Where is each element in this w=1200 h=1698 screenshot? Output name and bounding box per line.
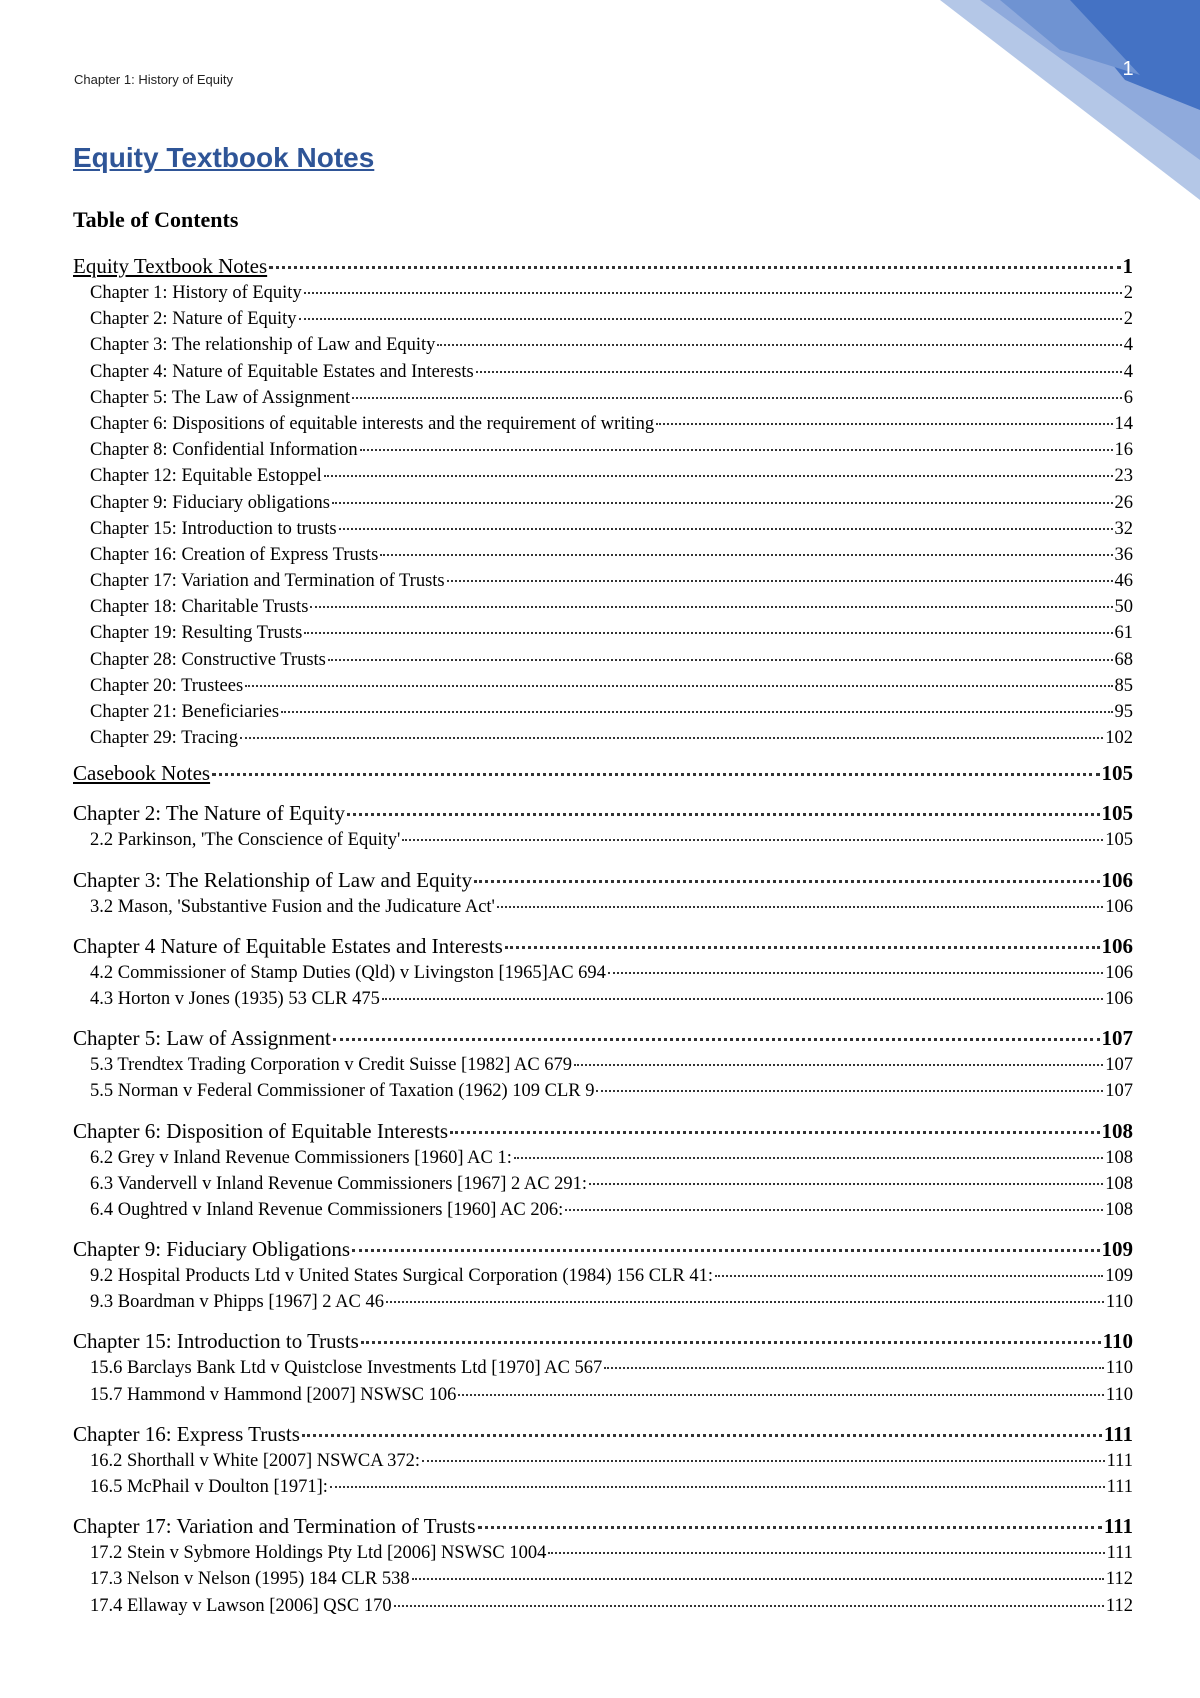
dot-leader: [333, 1038, 1100, 1041]
dot-leader: [574, 1064, 1103, 1066]
dot-leader: [437, 344, 1121, 346]
toc-entry-title: Chapter 19: Resulting Trusts: [90, 623, 303, 644]
toc-entry-title: Chapter 12: Equitable Estoppel: [90, 466, 322, 487]
toc-page-number: 95: [1114, 702, 1133, 722]
toc-page-number: 106: [1105, 896, 1133, 917]
toc-entry-textbook-chapter[interactable]: [73, 332, 1133, 358]
dot-leader: [715, 1275, 1103, 1277]
toc-entry-case[interactable]: [73, 1052, 1133, 1078]
toc-entry-title: 4.2 Commissioner of Stamp Duties (Qld) v Livingston [1965]AC 694: [90, 962, 606, 983]
dot-leader: [402, 839, 1103, 841]
toc-entry-title: Chapter 17: Variation and Termination of Trusts: [73, 1514, 476, 1539]
toc-page-number: 109: [1105, 1266, 1133, 1287]
toc-entry-title: Chapter 1: History of Equity: [90, 283, 302, 303]
toc-entry-casebook-notes[interactable]: [73, 759, 1133, 787]
toc-page-number: 109: [1101, 1237, 1133, 1262]
toc-entry-title: Chapter 21: Beneficiaries: [90, 702, 280, 722]
toc-entry-title: Chapter 16: Creation of Express Trusts: [90, 544, 379, 565]
toc-entry-title: Chapter 16: Express Trusts: [73, 1421, 300, 1446]
toc-entry-casebook-chapter[interactable]: [73, 932, 1133, 960]
toc-entry-title: 17.3 Nelson v Nelson (1995) 184 CLR 538: [90, 1569, 410, 1590]
toc-entry-title: 16.2 Shorthall v White [2007] NSWCA 372:: [90, 1450, 421, 1471]
running-header: Chapter 1: History of Equity: [74, 72, 233, 87]
toc-entry-textbook-chapter[interactable]: [73, 647, 1133, 673]
toc-page-number: 105: [1101, 761, 1133, 786]
dot-leader: [548, 1552, 1104, 1554]
dot-leader: [458, 1394, 1104, 1396]
toc-page-number: 111: [1103, 1514, 1133, 1539]
dot-leader: [299, 318, 1122, 320]
toc-page-number: 36: [1114, 544, 1133, 565]
toc-page-number: 108: [1105, 1199, 1133, 1220]
toc-entry-casebook-chapter[interactable]: [73, 1117, 1133, 1145]
toc-page-number: 2: [1123, 283, 1133, 303]
toc-page-number: 106: [1101, 867, 1133, 892]
dot-leader: [360, 449, 1113, 451]
dot-leader: [269, 266, 1120, 269]
toc-page-number: 110: [1105, 1384, 1133, 1405]
toc-page-number: 111: [1106, 1450, 1133, 1471]
toc-page-number: 105: [1101, 801, 1133, 826]
toc-entry-case[interactable]: [73, 1382, 1133, 1408]
toc-entry-title: Casebook Notes: [73, 761, 211, 786]
dot-leader: [304, 632, 1112, 634]
toc-entry-casebook-chapter[interactable]: [73, 1420, 1133, 1448]
toc-entry-title: 6.4 Oughtred v Inland Revenue Commissioners [1960] AC 206:: [90, 1199, 564, 1220]
toc-entry-title: Chapter 8: Confidential Information: [90, 440, 358, 461]
toc-page-number: 26: [1114, 492, 1133, 513]
toc-entry-casebook-chapter[interactable]: [73, 1024, 1133, 1052]
toc-entry-textbook-notes[interactable]: [73, 252, 1133, 280]
toc-entry-title: 15.6 Barclays Bank Ltd v Quistclose Investments Ltd [1970] AC 567: [90, 1358, 603, 1379]
toc-page-number: 110: [1102, 1329, 1133, 1354]
toc-entry-title: 9.2 Hospital Products Ltd v United States Surgical Corporation (1984) 156 CLR 41:: [90, 1266, 713, 1287]
toc-entry-textbook-chapter[interactable]: [73, 463, 1133, 489]
dot-leader: [450, 1131, 1099, 1134]
dot-leader: [497, 906, 1103, 908]
dot-leader: [212, 773, 1099, 776]
dot-leader: [608, 972, 1103, 974]
dot-leader: [505, 946, 1100, 949]
toc-entry-title: Chapter 9: Fiduciary Obligations: [73, 1237, 351, 1262]
toc-page-number: 85: [1114, 675, 1133, 696]
toc-page-number: 68: [1114, 649, 1133, 670]
toc-entry-title: Chapter 20: Trustees: [90, 675, 244, 696]
toc-entry-casebook-chapter[interactable]: [73, 866, 1133, 894]
toc-entry-case[interactable]: [73, 1197, 1133, 1223]
toc-entry-case[interactable]: [73, 1263, 1133, 1289]
toc-entry-title: Chapter 4 Nature of Equitable Estates and Interests: [73, 933, 503, 958]
toc-entry-case[interactable]: [73, 1171, 1133, 1197]
toc-page-number: 110: [1105, 1292, 1133, 1313]
dot-leader: [310, 606, 1112, 608]
toc-entry-title: Chapter 3: The Relationship of Law and Equity: [73, 867, 473, 892]
dot-leader: [339, 528, 1113, 530]
dot-leader: [330, 1486, 1105, 1488]
toc-entry-title: Chapter 6: Dispositions of equitable interests and the requirement of writing: [90, 413, 655, 434]
toc-heading: Table of Contents: [73, 207, 239, 232]
dot-leader: [352, 1249, 1099, 1252]
toc-entry-title: 3.2 Mason, 'Substantive Fusion and the Judicature Act': [90, 896, 495, 917]
dot-leader: [361, 1341, 1101, 1344]
toc-entry-title: Chapter 28: Constructive Trusts: [90, 649, 326, 670]
toc-entry-case[interactable]: [73, 1355, 1133, 1381]
toc-entry-case[interactable]: [73, 1145, 1133, 1171]
toc-page-number: 112: [1105, 1595, 1133, 1616]
toc-entry-title: Chapter 29: Tracing: [90, 728, 238, 749]
toc-entry-case[interactable]: [73, 894, 1133, 920]
toc-page-number: 106: [1105, 962, 1133, 983]
toc-entry-textbook-chapter[interactable]: [73, 280, 1133, 306]
toc-page-number: 111: [1103, 1421, 1133, 1446]
toc-entry-title: Chapter 5: Law of Assignment: [73, 1026, 331, 1051]
toc-page-number: 107: [1105, 1055, 1133, 1076]
dot-leader: [447, 580, 1113, 582]
toc-entry-title: 5.5 Norman v Federal Commissioner of Taxation (1962) 109 CLR 9: [90, 1081, 595, 1102]
toc-entry-case[interactable]: [73, 1593, 1133, 1619]
dot-leader: [352, 397, 1122, 399]
toc-entry-textbook-chapter[interactable]: [73, 490, 1133, 516]
dot-leader: [589, 1183, 1103, 1185]
toc-entry-title: 6.3 Vandervell v Inland Revenue Commissioners [1967] 2 AC 291:: [90, 1173, 588, 1194]
toc-entry-textbook-chapter[interactable]: [73, 516, 1133, 542]
toc-entry-title: Chapter 5: The Law of Assignment: [90, 387, 351, 408]
document-title[interactable]: Equity Textbook Notes: [73, 142, 375, 173]
dot-leader: [422, 1460, 1105, 1462]
toc-entry-textbook-chapter[interactable]: [73, 437, 1133, 463]
toc-entry-case[interactable]: [73, 1474, 1133, 1500]
dot-leader: [596, 1090, 1103, 1092]
dot-leader: [382, 998, 1103, 1000]
dot-leader: [281, 711, 1112, 713]
toc-entry-title: 6.2 Grey v Inland Revenue Commissioners [1960] AC 1:: [90, 1147, 512, 1168]
toc-page-number: 108: [1101, 1118, 1133, 1143]
toc-entry-case[interactable]: [73, 827, 1133, 853]
toc-page-number: 46: [1114, 571, 1133, 592]
toc-page-number: 106: [1105, 988, 1133, 1009]
toc-entry-case[interactable]: [73, 1448, 1133, 1474]
toc-page-number: 106: [1101, 933, 1133, 958]
dot-leader: [478, 1526, 1102, 1529]
toc-entry-textbook-chapter[interactable]: [73, 725, 1133, 751]
toc-entry-textbook-chapter[interactable]: [73, 359, 1133, 385]
toc-page-number: 111: [1106, 1543, 1133, 1564]
textbook-chapter-list: [73, 280, 1133, 751]
toc-page-number: 105: [1105, 830, 1133, 851]
dot-leader: [386, 1301, 1104, 1303]
toc-entry-title: 15.7 Hammond v Hammond [2007] NSWSC 106: [90, 1384, 457, 1405]
toc-entry-case[interactable]: [73, 1289, 1133, 1315]
toc-entry-textbook-chapter[interactable]: [73, 568, 1133, 594]
dot-leader: [656, 423, 1112, 425]
toc-page-number: 61: [1114, 623, 1133, 644]
toc-entry-case[interactable]: [73, 986, 1133, 1012]
toc-entry-title: 17.2 Stein v Sybmore Holdings Pty Ltd [2006] NSWSC 1004: [90, 1543, 547, 1564]
toc-entry-title: Chapter 18: Charitable Trusts: [90, 597, 309, 618]
toc-page-number: 4: [1123, 361, 1133, 382]
dot-leader: [324, 475, 1113, 477]
toc-page-number: 107: [1101, 1026, 1133, 1051]
toc-page-number: 112: [1105, 1569, 1133, 1590]
toc-entry-textbook-chapter[interactable]: [73, 673, 1133, 699]
toc-entry-title: 2.2 Parkinson, 'The Conscience of Equity': [90, 830, 401, 851]
toc-entry-textbook-chapter[interactable]: [73, 620, 1133, 646]
toc-page-number: 14: [1114, 413, 1133, 434]
toc-page-number: 23: [1114, 466, 1133, 487]
dot-leader: [514, 1157, 1103, 1159]
toc-entry-case[interactable]: [73, 1540, 1133, 1566]
toc-entry-casebook-chapter[interactable]: [73, 799, 1133, 827]
casebook-chapter-list: [73, 799, 1133, 1618]
toc-entry-textbook-chapter[interactable]: [73, 306, 1133, 332]
toc-entry-title: Chapter 3: The relationship of Law and Equity: [90, 335, 436, 356]
dot-leader: [380, 554, 1112, 556]
toc-entry-textbook-chapter[interactable]: [73, 411, 1133, 437]
dot-leader: [604, 1367, 1104, 1369]
toc-page-number: 2: [1123, 309, 1133, 330]
toc-entry-case[interactable]: [73, 1078, 1133, 1104]
dot-leader: [304, 292, 1122, 294]
table-of-contents: [73, 252, 1133, 1619]
toc-entry-casebook-chapter[interactable]: [73, 1512, 1133, 1540]
toc-page-number: 108: [1105, 1147, 1133, 1168]
toc-page-number: 102: [1105, 728, 1133, 749]
toc-entry-title: Chapter 4: Nature of Equitable Estates and Interests: [90, 361, 474, 382]
toc-entry-title: 16.5 McPhail v Doulton [1971]:: [90, 1477, 328, 1497]
toc-entry-title: Equity Textbook Notes: [73, 254, 268, 278]
toc-entry-casebook-chapter[interactable]: [73, 1327, 1133, 1355]
toc-page-number: 16: [1114, 440, 1133, 461]
toc-entry-title: Chapter 15: Introduction to Trusts: [73, 1329, 359, 1354]
toc-page-number: 4: [1123, 335, 1133, 356]
toc-page-number: 50: [1114, 597, 1133, 618]
toc-page-number: 111: [1106, 1477, 1133, 1497]
dot-leader: [474, 880, 1099, 883]
toc-entry-title: Chapter 2: Nature of Equity: [90, 309, 297, 330]
dot-leader: [347, 813, 1100, 816]
toc-entry-title: Chapter 15: Introduction to trusts: [90, 518, 337, 539]
dot-leader: [302, 1434, 1102, 1437]
toc-entry-case[interactable]: [73, 960, 1133, 986]
toc-entry-textbook-chapter[interactable]: [73, 594, 1133, 620]
dot-leader: [412, 1578, 1104, 1580]
toc-page-number: 1: [1122, 254, 1133, 278]
toc-entry-textbook-chapter[interactable]: [73, 699, 1133, 725]
toc-entry-title: Chapter 6: Disposition of Equitable Interests: [73, 1118, 449, 1143]
corner-decoration: [940, 0, 1200, 220]
toc-page-number: 32: [1114, 518, 1133, 539]
toc-page-number: 107: [1105, 1081, 1133, 1102]
dot-leader: [394, 1605, 1104, 1607]
toc-entry-title: 5.3 Trendtex Trading Corporation v Credit Suisse [1982] AC 679: [90, 1055, 573, 1076]
dot-leader: [328, 659, 1113, 661]
toc-entry-title: Chapter 9: Fiduciary obligations: [90, 492, 330, 513]
toc-page-number: 108: [1105, 1173, 1133, 1194]
toc-entry-title: Chapter 17: Variation and Termination of Trusts: [90, 571, 445, 592]
toc-entry-textbook-chapter[interactable]: [73, 385, 1133, 411]
toc-entry-title: 17.4 Ellaway v Lawson [2006] QSC 170: [90, 1595, 392, 1616]
toc-entry-title: Chapter 2: The Nature of Equity: [73, 801, 345, 826]
toc-entry-title: 9.3 Boardman v Phipps [1967] 2 AC 46: [90, 1292, 384, 1313]
toc-entry-case[interactable]: [73, 1566, 1133, 1592]
toc-entry-textbook-chapter[interactable]: [73, 542, 1133, 568]
toc-entry-title: 4.3 Horton v Jones (1935) 53 CLR 475: [90, 988, 380, 1009]
page-number: 1: [1122, 58, 1134, 80]
dot-leader: [245, 685, 1112, 687]
toc-page-number: 6: [1123, 387, 1133, 408]
dot-leader: [240, 737, 1103, 739]
dot-leader: [476, 371, 1122, 373]
toc-entry-casebook-chapter[interactable]: [73, 1235, 1133, 1263]
toc-page-number: 110: [1105, 1358, 1133, 1379]
dot-leader: [332, 502, 1113, 504]
dot-leader: [565, 1209, 1103, 1211]
